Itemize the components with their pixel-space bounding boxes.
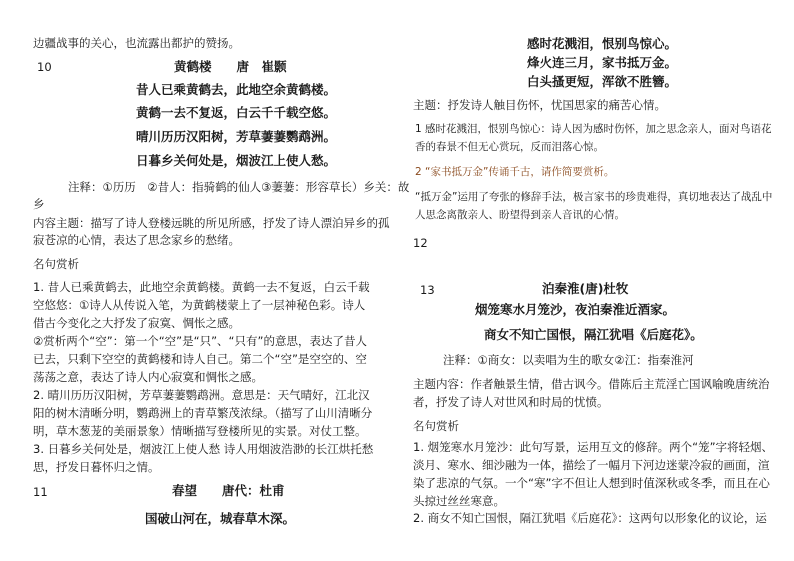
poem-11-answer-2: “抵万金”运用了夸张的修辞手法，极言家书的珍贵难得，真切地表达了战乱中人思念离散亲人、盼望得到亲人音讯的心情。 <box>415 191 773 221</box>
poem-11-question-1: 1 感时花溅泪，恨别鸟惊心：诗人因为感时伤怀，加之思念亲人，面对鸟语花香的春景不但无心赏玩，反而泪落心惊。 <box>415 123 772 153</box>
poem-13-title: 泊秦淮(唐)杜牧 <box>542 281 629 296</box>
poem-11-title: 春望 唐代：杜甫 <box>172 483 285 498</box>
poem-10-title: 黄鹤楼 唐 崔颢 <box>174 59 287 74</box>
poem-10-line-3: 晴川历历汉阳树，芳草萋萋鹦鹉洲。 <box>136 129 337 144</box>
poem-10-theme: 内容主题：描写了诗人登楼远眺的所见所感，抒发了诗人漂泊异乡的孤 <box>33 216 390 230</box>
poem-10-notes: 注释：①历历 ②昔人：指骑鹤的仙人③萋萋：形容草长）乡关：故 <box>68 180 410 194</box>
appreciation-item-2: 2. 晴川历历汉阳树，芳草萋萋鹦鹉洲。意思是：天气晴好，江北汉阳的树木清晰分明，鹦鹉洲上的青草繁茂浓绿。（描写了山川清晰分明，草木葱茏的美丽景象）情晰描写登楼所见的实景。对仗工整。 <box>33 388 373 438</box>
appreciation-item-1: 1. 昔人已乘黄鹤去，此地空余黄鹤楼。黄鹤一去不复返，白云千载空悠悠：①诗人从传说入笔，为黄鹤楼蒙上了一层神秘色彩。诗人借古今变化之大抒发了寂寞、惆怅之感。 <box>33 280 370 330</box>
poem-10-line-2: 黄鹤一去不复返，白云千千载空悠。 <box>136 105 337 120</box>
poem-13-appreciation-heading: 名句赏析 <box>413 419 459 433</box>
poem-11-line-1: 国破山河在，城春草木深。 <box>145 511 296 526</box>
poem-11-question-2: 2 “家书抵万金”传诵千古，请作简要赏析。 <box>415 166 615 178</box>
poem-10-number: 10 <box>37 60 52 74</box>
poem-11-line-2: 感时花溅泪，恨别鸟惊心。 <box>527 36 678 51</box>
poem-11-number: 11 <box>33 485 48 499</box>
poem-12-number: 12 <box>413 236 428 250</box>
poem-13-appreciation-2: 2. 商女不知亡国恨，隔江犹唱《后庭花》：这两句以形象化的议论，运 <box>413 511 767 525</box>
appreciation-item-1b: ②赏析两个“空”：第一个“空”是“只”、“只有”的意思，表达了昔人已去，只剩下空空的黄鹤楼和诗人自己。第二个“空”是空空的、空荡荡之意，表达了诗人内心寂寞和惆怅之感。 <box>33 334 367 384</box>
poem-10-line-4: 日暮乡关何处是，烟波江上使人愁。 <box>136 153 337 168</box>
poem-13-line-1: 烟笼寒水月笼沙，夜泊秦淮近酒家。 <box>475 302 676 317</box>
right-column <box>410 0 782 561</box>
poem-13-number: 13 <box>420 283 435 297</box>
appreciation-item-3: 3. 日暮乡关何处是，烟波江上使人愁 诗人用烟波浩渺的长江烘托愁思，抒发日暮怀归之情。 <box>33 442 374 474</box>
poem-13-theme: 主题内容：作者触景生情，借古讽今。借陈后主荒淫亡国讽喻晚唐统治者，抒发了诗人对世风和时局的忧愤。 <box>413 377 770 409</box>
poem-11-theme: 主题：抒发诗人触目伤怀，忧国思家的痛苦心情。 <box>413 98 666 112</box>
poem-13-appreciation-1: 1. 烟笼寒水月笼沙：此句写景，运用互文的修辞。两个“笼”字将轻烟、淡月、寒水、细沙融为一体，描绘了一幅月下河边迷蒙冷寂的画面，渲染了悲凉的气氛。一个“寒”字不但让人想到时值深秋或冬季，而且在心头掠过丝丝寒意。 <box>413 440 774 508</box>
poem-13-notes: 注释：①商女：以卖唱为生的歌女②江：指秦淮河 <box>443 353 694 367</box>
poem-11-line-4: 白头搔更短，浑欲不胜簪。 <box>527 74 678 89</box>
poem-10-theme-cont: 寂苍凉的心情，表达了思念家乡的愁绪。 <box>33 233 240 247</box>
poem-10-notes-cont: 乡 <box>33 197 45 211</box>
poem-11-line-3: 烽火连三月，家书抵万金。 <box>527 55 678 70</box>
poem-13-line-2: 商女不知亡国恨，隔江犹唱《后庭花》。 <box>484 327 703 342</box>
appreciation-heading: 名句赏析 <box>33 257 79 271</box>
intro-line: 边疆战事的关心，也流露出都护的赞扬。 <box>33 36 240 50</box>
poem-10-line-1: 昔人已乘黄鹤去，此地空余黄鹤楼。 <box>136 82 337 97</box>
